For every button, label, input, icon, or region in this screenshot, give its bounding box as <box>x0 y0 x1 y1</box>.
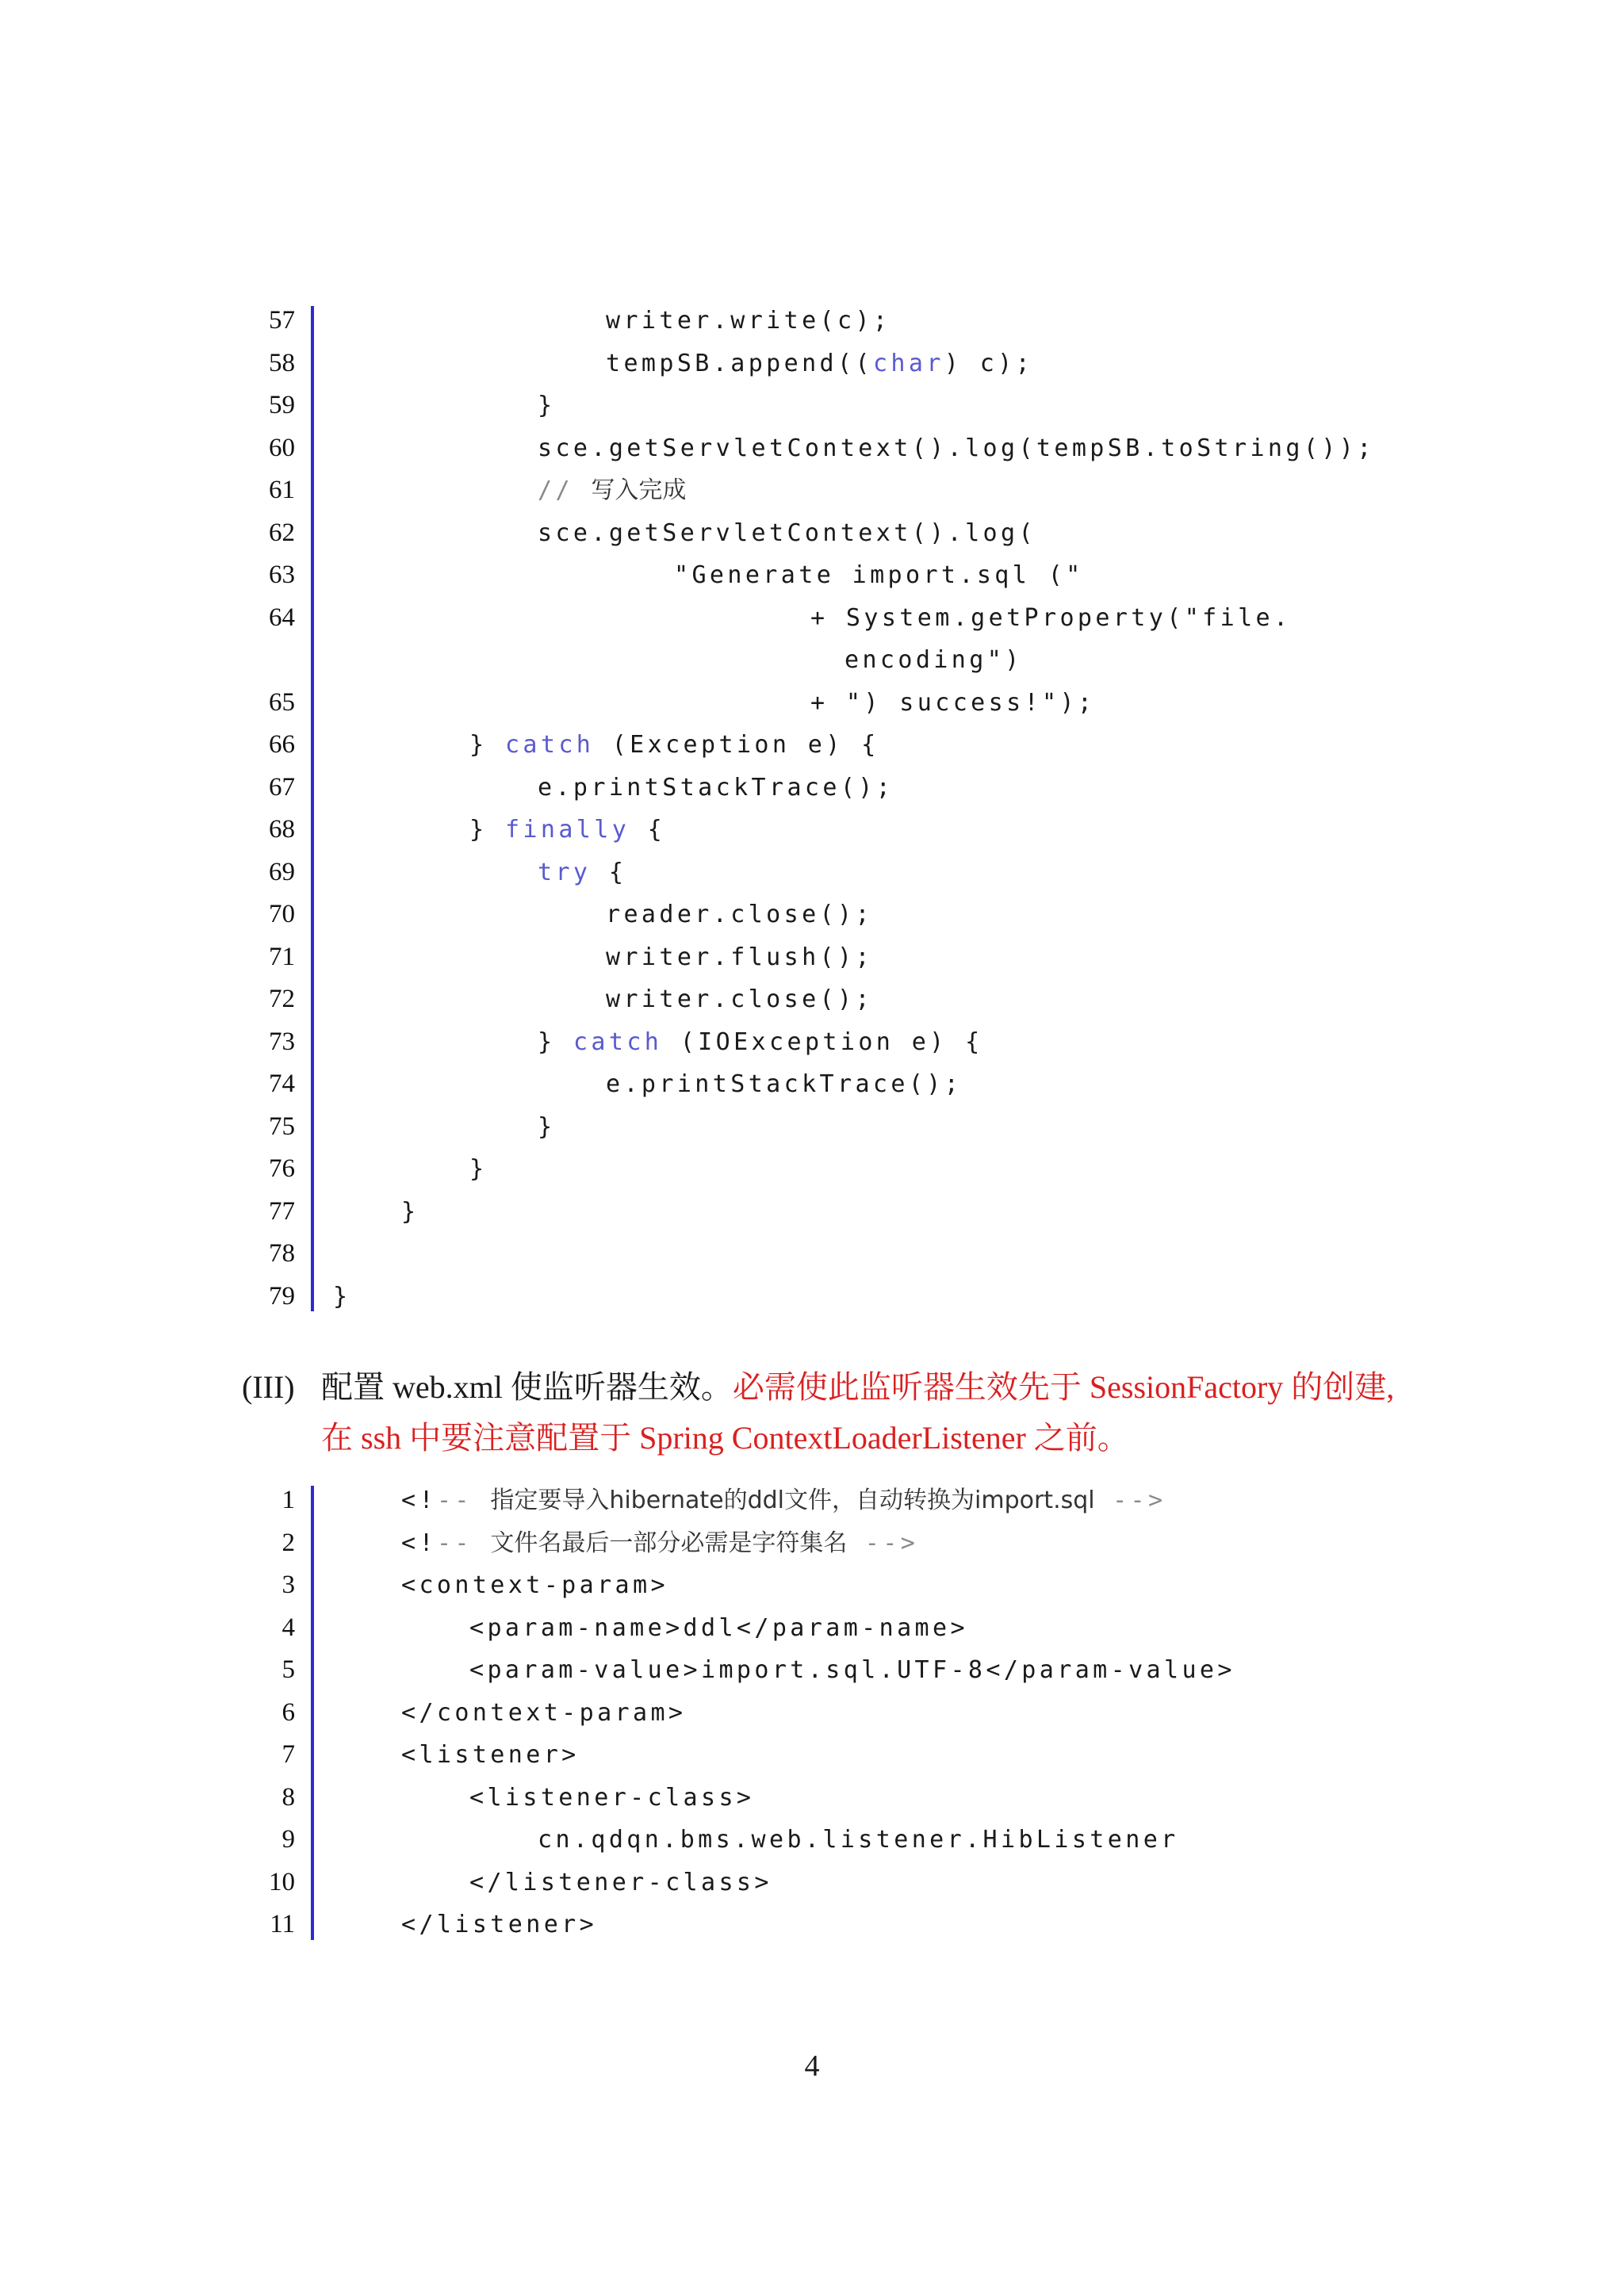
code-line <box>238 385 1427 427</box>
code-line <box>238 1734 1427 1777</box>
keyword-token: catch <box>573 1027 663 1056</box>
code-text <box>401 1692 686 1735</box>
line-number: 4 <box>282 1613 295 1642</box>
code-text <box>469 1862 772 1904</box>
line-number: 67 <box>269 772 295 802</box>
comment-token: --> <box>847 1529 919 1557</box>
code-line <box>238 1191 1427 1234</box>
code-text <box>810 682 1095 725</box>
code-token: e.printStackTrace(); <box>606 1070 963 1098</box>
comment-token: -- <box>436 1529 491 1557</box>
code-line <box>238 1233 1427 1276</box>
code-line <box>238 342 1427 385</box>
listing-lines <box>238 1479 1427 1946</box>
line-number: 8 <box>282 1782 295 1812</box>
code-token: ) c); <box>944 349 1034 377</box>
paragraph-warning-text: 必需使此监听器生效先于 SessionFactory 的创建,在 ssh 中要注意配置于 Spring ContextLoaderListener 之前。 <box>321 1369 1395 1456</box>
code-text <box>333 1276 350 1318</box>
line-number: 68 <box>269 815 295 844</box>
code-token: </context-param> <box>401 1698 687 1727</box>
code-token: </listener> <box>401 1911 598 1938</box>
line-number: 59 <box>269 391 295 419</box>
code-text <box>810 597 1291 640</box>
line-number: 66 <box>269 730 295 759</box>
line-number: 5 <box>282 1655 295 1684</box>
code-token: (IOException e) { <box>662 1027 983 1056</box>
code-text <box>469 809 665 851</box>
code-line <box>238 597 1427 640</box>
code-text <box>469 724 879 767</box>
line-number: 7 <box>282 1740 295 1769</box>
code-token: { <box>591 858 627 886</box>
comment-token: // <box>538 476 592 504</box>
code-text <box>538 851 626 894</box>
code-text <box>538 1021 983 1064</box>
comment-token: -- <box>436 1487 491 1514</box>
line-number: 6 <box>282 1697 295 1727</box>
page-number: 4 <box>804 2049 820 2083</box>
code-token: } <box>538 1027 573 1056</box>
code-line <box>238 682 1427 725</box>
code-token: writer.write(c); <box>606 307 891 335</box>
comment-token: 指定要导入hibernate的ddl文件，自动转换为import.sql <box>490 1487 1095 1514</box>
code-line <box>238 554 1427 597</box>
section-label: (III) <box>242 1369 295 1405</box>
code-text <box>606 1063 962 1106</box>
line-number: 58 <box>269 348 295 377</box>
code-token: e.printStackTrace(); <box>538 773 894 802</box>
code-token: <! <box>401 1529 437 1557</box>
code-token: <listener-class> <box>469 1783 755 1812</box>
line-number: 77 <box>269 1196 295 1226</box>
code-line <box>238 1862 1427 1904</box>
code-text <box>606 894 873 936</box>
listing-lines <box>238 300 1427 1318</box>
line-number: 75 <box>269 1112 295 1141</box>
keyword-token: char <box>872 349 944 377</box>
code-token: reader.close(); <box>606 901 873 928</box>
code-text <box>606 300 891 342</box>
line-number: 11 <box>270 1910 295 1938</box>
line-number: 62 <box>269 518 295 547</box>
line-number: 69 <box>269 857 295 886</box>
code-line <box>238 1904 1427 1946</box>
code-text <box>538 385 555 427</box>
code-token: } <box>538 392 556 419</box>
code-token: + System.getProperty("file. <box>810 603 1292 632</box>
code-line <box>238 1479 1427 1522</box>
code-line <box>238 767 1427 809</box>
line-number: 73 <box>269 1027 295 1056</box>
code-text <box>401 1522 918 1565</box>
code-line <box>238 894 1427 936</box>
code-line <box>238 1148 1427 1191</box>
code-line <box>238 1063 1427 1106</box>
line-number: 3 <box>282 1571 295 1599</box>
line-number: 9 <box>282 1825 295 1854</box>
code-text <box>469 1607 968 1650</box>
code-token: tempSB.append(( <box>606 349 873 377</box>
code-token: } <box>538 1112 556 1141</box>
code-line <box>238 851 1427 894</box>
comment-token: 写入完成 <box>591 476 687 504</box>
code-text <box>401 1564 668 1607</box>
code-token: } <box>401 1197 419 1226</box>
code-text <box>538 1819 1179 1862</box>
line-number: 57 <box>269 306 295 335</box>
code-text <box>538 767 894 809</box>
line-number: 2 <box>282 1528 295 1557</box>
keyword-token: try <box>538 858 592 886</box>
code-text <box>538 427 1375 470</box>
code-token: } <box>469 1155 488 1183</box>
line-number: 1 <box>282 1486 295 1514</box>
line-number: 74 <box>269 1070 295 1098</box>
code-line <box>238 1564 1427 1607</box>
code-text <box>401 1904 597 1946</box>
code-token: encoding") <box>845 646 1023 674</box>
comment-token: 文件名最后一部分必需是字符集名 <box>490 1529 848 1557</box>
keyword-token: finally <box>504 816 630 844</box>
code-line <box>238 639 1427 682</box>
code-line <box>238 1649 1427 1692</box>
code-line <box>238 724 1427 767</box>
code-text <box>538 469 686 512</box>
code-token: cn.qdqn.bms.web.listener.HibListener <box>538 1826 1179 1854</box>
code-token: { <box>630 816 666 844</box>
code-text <box>606 936 873 979</box>
code-text <box>401 1734 580 1777</box>
keyword-token: catch <box>504 731 595 759</box>
code-listing-xml <box>238 1479 1427 1946</box>
section-paragraph <box>242 1362 1408 1464</box>
comment-token: --> <box>1094 1487 1166 1514</box>
line-number: 10 <box>269 1867 295 1896</box>
code-token: } <box>469 816 505 844</box>
code-token: <param-value>import.sql.UTF-8</param-value> <box>469 1656 1235 1684</box>
code-line <box>238 427 1427 470</box>
code-line <box>238 300 1427 342</box>
code-token: </listener-class> <box>469 1868 772 1896</box>
code-line <box>238 978 1427 1021</box>
line-number: 64 <box>269 603 295 632</box>
code-token: <listener> <box>401 1741 580 1769</box>
code-text <box>538 512 1036 555</box>
paragraph-body <box>321 1362 1408 1464</box>
code-text <box>606 978 873 1021</box>
code-text <box>469 1777 754 1820</box>
paragraph-text: 配置 web.xml 使监听器生效。 <box>321 1369 733 1405</box>
code-token: writer.flush(); <box>606 943 873 971</box>
code-listing-java <box>238 300 1427 1318</box>
code-line <box>238 1106 1427 1149</box>
code-token: } <box>469 731 505 759</box>
line-number: 65 <box>269 687 295 717</box>
code-line <box>238 936 1427 979</box>
code-token: (Exception e) { <box>594 731 879 759</box>
code-token: writer.close(); <box>606 985 873 1013</box>
line-number: 72 <box>269 985 295 1013</box>
code-token: sce.getServletContext().log( <box>538 519 1036 547</box>
code-text <box>606 342 1033 385</box>
code-line <box>238 1692 1427 1735</box>
line-number: 79 <box>269 1281 295 1311</box>
code-line <box>238 1777 1427 1820</box>
code-line <box>238 1819 1427 1862</box>
line-number: 63 <box>269 561 295 589</box>
code-text <box>469 1649 1235 1692</box>
code-text <box>401 1191 419 1234</box>
code-line <box>238 512 1427 555</box>
code-text <box>401 1479 1166 1522</box>
code-line <box>238 469 1427 512</box>
line-number: 78 <box>269 1239 295 1268</box>
code-token: sce.getServletContext().log(tempSB.toString()); <box>538 434 1375 462</box>
line-number: 76 <box>269 1154 295 1183</box>
code-token: } <box>333 1282 351 1311</box>
code-text <box>674 554 1084 597</box>
code-text <box>538 1106 555 1149</box>
code-token: <! <box>401 1487 437 1514</box>
code-text <box>469 1148 487 1191</box>
code-line <box>238 1607 1427 1650</box>
code-line <box>238 1522 1427 1565</box>
code-token: <context-param> <box>401 1571 668 1599</box>
line-number: 61 <box>269 476 295 504</box>
code-text <box>845 639 1023 682</box>
code-line <box>238 809 1427 851</box>
code-line <box>238 1276 1427 1318</box>
line-number: 71 <box>269 942 295 971</box>
code-line <box>238 1021 1427 1064</box>
code-token: <param-name>ddl</param-name> <box>469 1613 968 1642</box>
code-token: "Generate import.sql (" <box>674 561 1084 589</box>
line-number: 60 <box>269 433 295 462</box>
line-number: 70 <box>269 900 295 928</box>
code-token: + ") success!"); <box>810 688 1096 717</box>
